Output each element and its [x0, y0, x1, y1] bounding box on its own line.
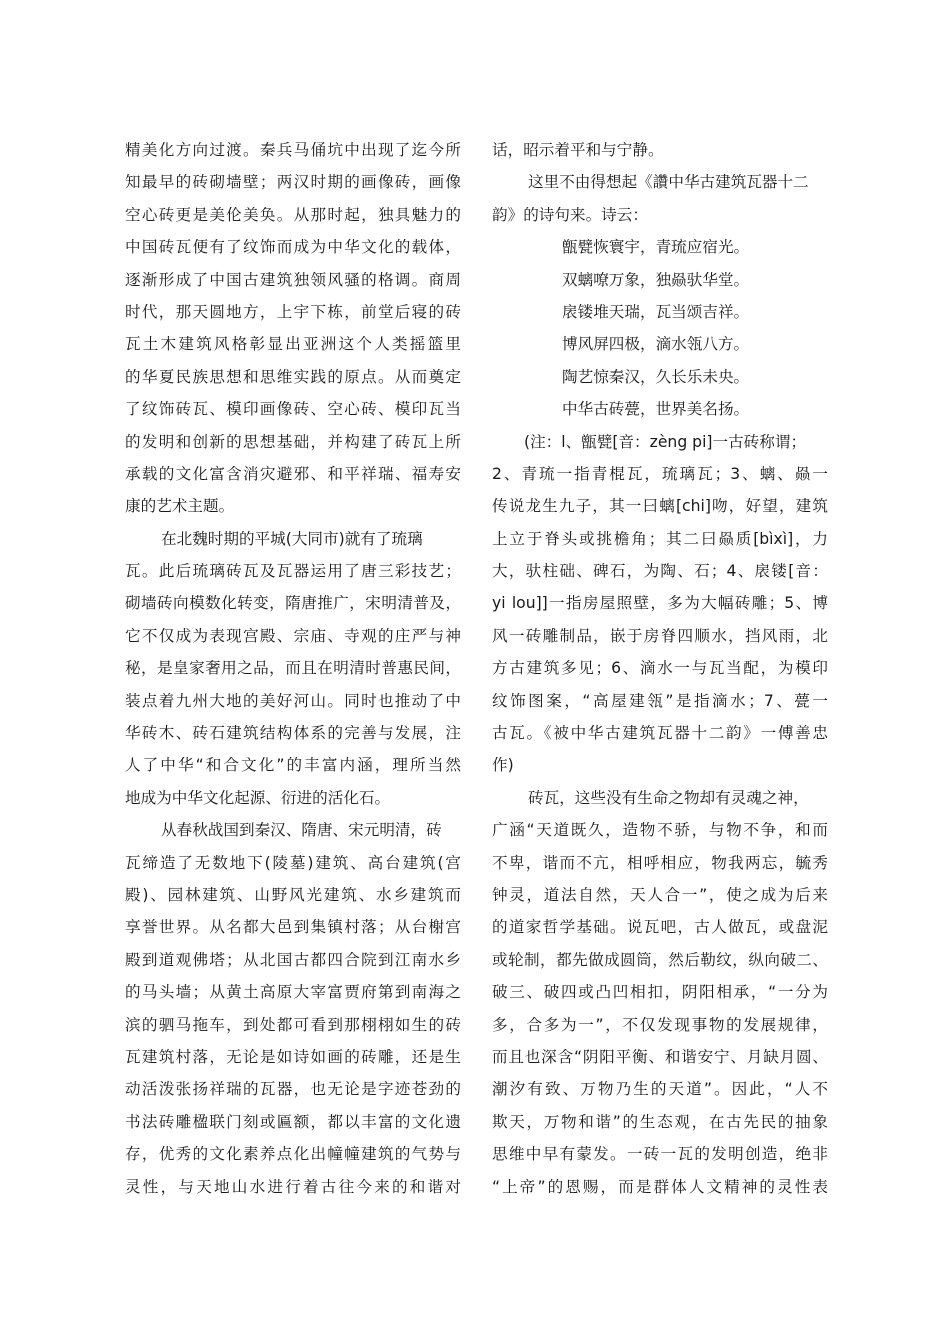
right-column-line: 甑甓恢寰宇，青琉应宿光。 — [562, 238, 750, 257]
left-column-line: 在北魏时期的平城(大同市)就有了琉璃 — [161, 529, 423, 548]
left-column-line: 殿到道观佛塔；从北国古都四合院到江南水乡 — [125, 950, 461, 969]
left-column-line: 人了中华“和合文化”的丰富内涵，理所当然 — [125, 756, 461, 775]
left-column-line: 享誉世界。从名都大邑到集镇村落；从台榭宫 — [125, 918, 461, 937]
left-column-line: 精美化方向过渡。秦兵马俑坑中出现了迄今所 — [125, 141, 461, 159]
left-column-line: 砌墙砖向模数化转变，隋唐推广，宋明清普及， — [125, 594, 461, 613]
right-column-line: 大，驮柱础、碑石，为陶、石；4、扆镂[音： — [492, 562, 828, 581]
left-column-line: 中国砖瓦便有了纹饰而成为中华文化的载体， — [125, 238, 461, 257]
right-column-line: 潮汐有致、万物乃生的天道”。因此，“人不 — [492, 1080, 828, 1099]
right-column-line: 方古建筑多见；6、滴水一与瓦当配，为模印 — [492, 659, 828, 678]
right-column-line: 思维中早有蒙发。一砖一瓦的发明创造，绝非 — [492, 1145, 828, 1164]
right-column-line: 双螭嘹万象，独赑驮华堂。 — [562, 270, 750, 289]
left-column-line: 动活泼张扬祥瑞的瓦器，也无论是字迹苍劲的 — [125, 1080, 461, 1099]
right-column-line: 陶艺惊秦汉，久长乐未央。 — [562, 367, 750, 386]
right-column-line: 这里不由得想起《讚中华古建筑瓦器十二 — [528, 173, 809, 192]
right-column-line: 上立于脊头或挑檐角；其二曰赑质[bìxì]，力 — [492, 529, 828, 548]
right-column-line: 的道家哲学基础。说瓦吧，古人做瓦，或盘泥 — [492, 918, 828, 937]
left-column-line: 从春秋战国到秦汉、隋唐、宋元明清，砖 — [161, 821, 442, 840]
right-column-line: 而且也深含“阴阳平衡、和谐安宁、月缺月圆、 — [492, 1047, 828, 1066]
left-column-line: 逐渐形成了中国古建筑独领风骚的格调。商周 — [125, 270, 461, 289]
right-column-line: 古瓦。《被中华古建筑瓦器十二韵》一傅善忠 — [492, 724, 828, 743]
right-column-line: 话，昭示着平和与宁静。 — [492, 141, 664, 159]
left-column-line: 滨的驷马拖车，到处都可看到那栩栩如生的砖 — [125, 1015, 461, 1034]
right-column-line: 欺天，万物和谐”的生态观，在古先民的抽象 — [492, 1112, 828, 1131]
left-column-line: 的马头墙；从黄土高原大宰富贾府第到南海之 — [125, 983, 461, 1002]
right-column-line: 风一砖雕制品，嵌于房脊四顺水，挡风雨，北 — [492, 626, 828, 645]
left-column-line: 的发明和创新的思想基础，并构建了砖瓦上所 — [125, 432, 461, 451]
left-column-line: 瓦建筑村落，无论是如诗如画的砖雕，还是生 — [125, 1047, 461, 1066]
right-column-line: 破三、破四或凸凹相扣，阴阳相承，“一分为 — [492, 983, 828, 1002]
left-text-column — [125, 134, 461, 1203]
left-column-line: 瓦土木建筑风格彰显出亚洲这个人类摇篮里 — [125, 335, 461, 354]
right-column-line: (注：l、甑甓[音：zèng pi]一古砖称谓； — [524, 432, 807, 451]
left-column-line: 存，优秀的文化素养点化出幢幢建筑的气势与 — [125, 1145, 461, 1164]
right-column-line: 或轮制，都先做成圆筒，然后勒纹，纵向破二、 — [492, 950, 828, 969]
right-column-line: 扆镂堆天瑞，瓦当颂吉祥。 — [562, 302, 750, 321]
left-column-line: 秘，是皇家奢用之品，而且在明清时普惠民间， — [125, 659, 461, 678]
right-column-line: 广涵“天道既久，造物不骄，与物不争，和而 — [492, 821, 828, 840]
right-text-column — [492, 134, 828, 1203]
left-column-line: 的华夏民族思想和思维实践的原点。从而奠定 — [125, 367, 461, 386]
right-column-line: 作) — [492, 756, 514, 775]
left-column-line: 时代，那天圆地方，上宇下栋，前堂后寝的砖 — [125, 302, 461, 321]
left-column-line: 承载的文化富含消灾避邪、和平祥瑞、福寿安 — [125, 464, 461, 483]
right-column-line: 博风屏四极，滴水瓴八方。 — [562, 335, 750, 354]
right-column-line: 钟灵，道法自然，天人合一”，使之成为后来 — [492, 885, 828, 904]
right-column-line: yi lou]]一指房屋照壁，多为大幅砖雕；5、博 — [492, 594, 828, 613]
right-column-line: 2、青琉一指青棍瓦，琉璃瓦；3、螭、赑一 — [492, 464, 828, 483]
right-column-line: “上帝”的恩赐，而是群体人文精神的灵性表 — [492, 1177, 828, 1196]
right-column-line: 中华古砖甍，世界美名扬。 — [562, 400, 750, 419]
left-column-line: 装点着九州大地的美好河山。同时也推动了中 — [125, 691, 461, 710]
right-column-line: 韵》的诗句来。诗云： — [492, 205, 648, 224]
right-column-line: 砖瓦，这些没有生命之物却有灵魂之神， — [528, 788, 809, 807]
right-column-line: 传说龙生九子，其一曰螭[chi]吻，好望，建筑 — [492, 497, 828, 516]
left-column-line: 它不仅成为表现宫殿、宗庙、寺观的庄严与神 — [125, 626, 461, 645]
left-column-line: 知最早的砖砌墙壁；两汉时期的画像砖，画像 — [125, 173, 461, 192]
left-column-line: 康的艺术主题。 — [125, 497, 235, 516]
right-column-line: 不卑，谐而不亢，相呼相应，物我两忘，毓秀 — [492, 853, 828, 872]
left-column-line: 灵性，与天地山水进行着古往今来的和谐对 — [125, 1177, 461, 1196]
left-column-line: 瓦。此后琉璃砖瓦及瓦器运用了唐三彩技艺； — [125, 562, 461, 581]
left-column-line: 殿)、园林建筑、山野风光建筑、水乡建筑而 — [125, 885, 461, 904]
left-column-line: 书法砖雕楹联门刻或匾额，都以丰富的文化遗 — [125, 1112, 461, 1131]
left-column-line: 了纹饰砖瓦、模印画像砖、空心砖、模印瓦当 — [125, 400, 461, 419]
left-column-line: 地成为中华文化起源、衍进的活化石。 — [125, 788, 391, 807]
left-column-line: 瓦缔造了无数地下(陵墓)建筑、高台建筑(宫 — [125, 853, 461, 872]
left-column-line: 空心砖更是美伦美奂。从那时起，独具魅力的 — [125, 205, 461, 224]
left-column-line: 华砖木、砖石建筑结构体系的完善与发展，注 — [125, 724, 461, 743]
right-column-line: 纹饰图案，“高屋建瓴”是指滴水；7、甍一 — [492, 691, 828, 710]
right-column-line: 多，合多为一”，不仅发现事物的发展规律， — [492, 1015, 828, 1034]
